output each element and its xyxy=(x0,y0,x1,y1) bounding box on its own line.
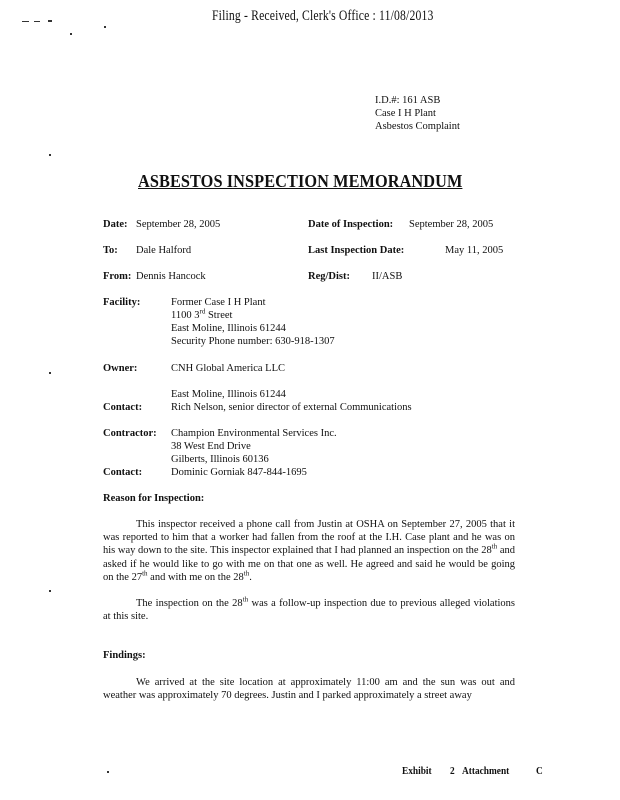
scan-speck xyxy=(22,21,29,22)
date-label: Date: xyxy=(103,219,128,230)
id-number: I.D.#: 161 ASB xyxy=(375,95,441,106)
facility-name: Former Case I H Plant xyxy=(171,297,266,308)
from-label: From: xyxy=(103,271,132,282)
from-value: Dennis Hancock xyxy=(136,271,206,282)
owner-contact: Rich Nelson, senior director of external Communications xyxy=(171,402,412,413)
scan-speck xyxy=(107,771,109,773)
scan-speck xyxy=(104,26,106,28)
page-title: ASBESTOS INSPECTION MEMORANDUM xyxy=(138,171,463,191)
scan-speck xyxy=(49,154,51,156)
scan-speck xyxy=(49,372,51,374)
exhibit-number: 2 xyxy=(450,765,455,777)
exhibit-label: Exhibit xyxy=(402,765,432,777)
facility-label: Facility: xyxy=(103,297,141,308)
inspection-date-value: September 28, 2005 xyxy=(409,219,494,230)
last-inspection-label: Last Inspection Date: xyxy=(308,245,405,256)
filing-stamp: Filing - Received, Clerk's Office : 11/08/2013 xyxy=(212,8,434,24)
owner-label: Owner: xyxy=(103,363,138,374)
to-value: Dale Halford xyxy=(136,245,192,256)
attachment-letter: C xyxy=(536,765,543,777)
contractor-city: Gilberts, Illinois 60136 xyxy=(171,454,269,465)
owner-name: CNH Global America LLC xyxy=(171,363,286,374)
contractor-name: Champion Environmental Services Inc. xyxy=(171,428,337,439)
scan-speck xyxy=(34,21,40,22)
scan-speck xyxy=(70,33,72,35)
reason-heading: Reason for Inspection: xyxy=(103,493,205,504)
date-value: September 28, 2005 xyxy=(136,219,221,230)
reason-paragraph-1: This inspector received a phone call from Justin at OSHA on September 27, 2005 that it was reported to him that a worker had fallen from the roof at the I.H. Case plant and he was on his way down to the site. This inspector explained that I had planned an inspection on the 28th and asked if he would like to go with me on that one as well. He agreed and said he would be going on the 27th and with me on the 28th. xyxy=(103,519,515,583)
last-inspection-value: May 11, 2005 xyxy=(445,245,504,256)
facility-phone: Security Phone number: 630-918-1307 xyxy=(171,336,335,347)
scan-speck xyxy=(49,590,51,592)
owner-city: East Moline, Illinois 61244 xyxy=(171,389,286,400)
reg-dist-label: Reg/Dist: xyxy=(308,271,350,282)
contractor-label: Contractor: xyxy=(103,428,157,439)
complaint-type: Asbestos Complaint xyxy=(375,121,460,132)
case-name: Case I H Plant xyxy=(375,108,436,119)
contractor-contact: Dominic Gorniak 847-844-1695 xyxy=(171,467,307,478)
reg-dist-value: II/ASB xyxy=(372,271,403,282)
scan-speck xyxy=(48,20,52,22)
findings-heading: Findings: xyxy=(103,650,146,661)
contractor-contact-label: Contact: xyxy=(103,467,143,478)
inspection-date-label: Date of Inspection: xyxy=(308,219,394,230)
facility-street: 1100 3rd Street xyxy=(171,307,233,321)
contractor-street: 38 West End Drive xyxy=(171,441,251,452)
reason-paragraph-2: The inspection on the 28th was a follow-up inspection due to previous alleged violations at this site. xyxy=(103,595,516,623)
to-label: To: xyxy=(103,245,118,256)
attachment-label: Attachment xyxy=(462,765,510,777)
facility-city: East Moline, Illinois 61244 xyxy=(171,323,286,334)
findings-paragraph-1: We arrived at the site location at approximately 11:00 am and the sun was out and weather was approximately 70 degrees. Justin and I parked approximately a street away xyxy=(103,677,515,702)
owner-contact-label: Contact: xyxy=(103,402,143,413)
